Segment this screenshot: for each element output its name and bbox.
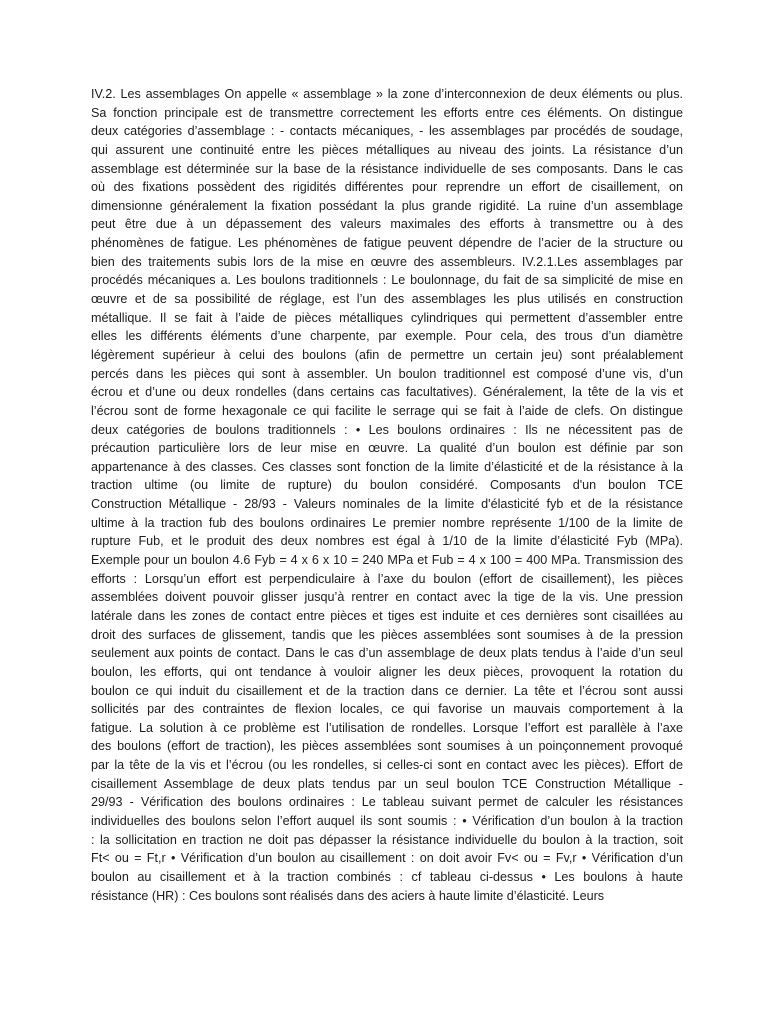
text-line: par la tête de la vis et l’écrou (ou les rondelles, si celles-ci sont en contact avec les pièces). Effort de: [91, 758, 683, 773]
text-line: procédés mécaniques a. Les boulons traditionnels : Le boulonnage, du fait de sa simplicité de mise en: [91, 273, 683, 288]
text-line: peut être due à un dépassement des valeurs maximales des efforts à transmettre ou à des: [91, 217, 683, 232]
text-line: boulon ce qui induit du cisaillement et de la traction dans ce dernier. La tête et l’écrou sont aussi: [91, 683, 683, 698]
text-line: individuelles des boulons selon l’effort auquel ils sont soumis : • Vérification d’un boulon à la traction: [91, 813, 683, 828]
text-line: dimensionne généralement la fixation possédant la plus grande rigidité. La ruine d’un assemblage: [91, 198, 683, 213]
text-line: appartenance à des classes. Ces classes sont fonction de la limite d’élasticité et de la résistance à la: [91, 459, 683, 474]
text-line: légèrement supérieur à celui des boulons (afin de permettre un certain jeu) sont préalablement: [91, 347, 683, 362]
text-line: 29/93 - Vérification des boulons ordinaires : Le tableau suivant permet de calculer les résistances: [91, 795, 683, 810]
text-line: où des fixations possèdent des rigidités différentes pour reprendre un effort de cisaillement, on: [91, 180, 683, 195]
text-line: rupture Fub, et le produit des deux nombres est égal à 1/10 de la limite d’élasticité Fyb (MPa).: [91, 534, 683, 549]
text-line: précaution particulière lors de leur mise en œuvre. La qualité d’un boulon est définie par son: [91, 441, 683, 456]
text-line: assemblage est déterminée sur la base de la résistance individuelle de ses composants. Dans le cas: [91, 161, 683, 176]
text-line: Sa fonction principale est de transmettre correctement les efforts entre ces éléments. On distingue: [91, 105, 683, 120]
text-line: traction ultime (ou limite de rupture) du boulon considéré. Composants d'un boulon TCE: [91, 478, 683, 493]
text-line: ultime à la traction fub des boulons ordinaires Le premier nombre représente 1/100 de la limite de: [91, 515, 683, 530]
text-line: boulon au cisaillement et à la traction combinés : cf tableau ci-dessus • Les boulons à haute: [91, 869, 683, 884]
text-line: IV.2. Les assemblages On appelle « assemblage » la zone d’interconnexion de deux éléments ou plus.: [91, 87, 683, 101]
text-line: bien des traitements subis lors de la mise en œuvre des assembleurs. IV.2.1.Les assemblages par: [91, 254, 683, 269]
text-line: sollicités par des contraintes de flexion locales, ce qui favorise un mauvais comportement à la: [91, 702, 683, 717]
text-line: fatigue. La solution à ce problème est l’utilisation de rondelles. Lorsque l’effort est parallèle à l’axe: [91, 720, 683, 735]
text-line: métallique. Il se fait à l’aide de pièces métalliques cylindriques qui permettent d’assembler entre: [91, 310, 683, 325]
text-line: deux catégories de boulons traditionnels : • Les boulons ordinaires : Ils ne nécessitent pas de: [91, 422, 683, 437]
text-line: Construction Métallique - 28/93 - Valeurs nominales de la limite d'élasticité fyb et de la résistance: [91, 497, 683, 512]
text-line: Ft< ou = Ft,r • Vérification d’un boulon au cisaillement : on doit avoir Fv< ou = Fv,r • Vérification d’un: [91, 851, 683, 866]
text-line: œuvre et de sa possibilité de réglage, est l’un des assemblages les plus utilisés en construction: [91, 292, 683, 307]
text-line: seulement aux points de contact. Dans le cas d’un assemblage de deux plats tendus à l’aide d’un seul: [91, 646, 683, 661]
text-line: elles les différents éléments d’une charpente, par exemple. Pour cela, des trous d’un diamètre: [91, 329, 683, 344]
text-line: l’écrou sont de forme hexagonale ce qui facilite le serrage qui se fait à l’aide de clefs. On distingue: [91, 403, 683, 418]
text-line: phénomènes de fatigue. Les phénomènes de fatigue peuvent dépendre de l’acier de la structure ou: [91, 236, 683, 251]
text-line: écrou et d’une ou deux rondelles (dans certains cas facultatives). Généralement, la tête de la vis et: [91, 385, 683, 400]
text-line: qui assurent une continuité entre les pièces métalliques au niveau des joints. La résistance d’un: [91, 142, 683, 157]
body-text: [91, 85, 683, 905]
text-line: boulon, les efforts, qui ont tendance à vouloir aligner les deux pièces, provoquent la rotation du: [91, 664, 683, 679]
text-line: percés dans les pièces qui sont à assembler. Un boulon traditionnel est composé d’une vis, d’un: [91, 366, 683, 381]
text-line: des boulons (effort de traction), les pièces assemblées sont soumises à un poinçonnement provoqué: [91, 739, 683, 754]
text-line: résistance (HR) : Ces boulons sont réalisés dans des aciers à haute limite d’élasticité. Leurs: [91, 888, 605, 903]
text-line: : la sollicitation en traction ne doit pas dépasser la résistance individuelle du boulon à la traction, soit: [91, 832, 683, 847]
text-line: cisaillement Assemblage de deux plats tendus par un seul boulon TCE Construction Métallique -: [91, 776, 683, 791]
text-line: efforts : Lorsqu’un effort est perpendiculaire à l’axe du boulon (effort de cisaillement), les pièces: [91, 571, 683, 586]
text-line: assemblées doivent pouvoir glisser jusqu’à rentrer en contact avec la tige de la vis. Une pression: [91, 590, 683, 605]
text-line: latérale dans les zones de contact entre pièces et tiges est induite et ces dernières sont cisaillées au: [91, 608, 683, 623]
text-line: Exemple pour un boulon 4.6 Fyb = 4 x 6 x 10 = 240 MPa et Fub = 4 x 100 = 400 MPa. Transmission des: [91, 553, 683, 568]
text-line: droit des surfaces de glissement, tandis que les pièces assemblées sont soumises à de la pression: [91, 627, 683, 642]
text-line: deux catégories d’assemblage : - contacts mécaniques, - les assemblages par procédés de soudage,: [91, 124, 683, 139]
